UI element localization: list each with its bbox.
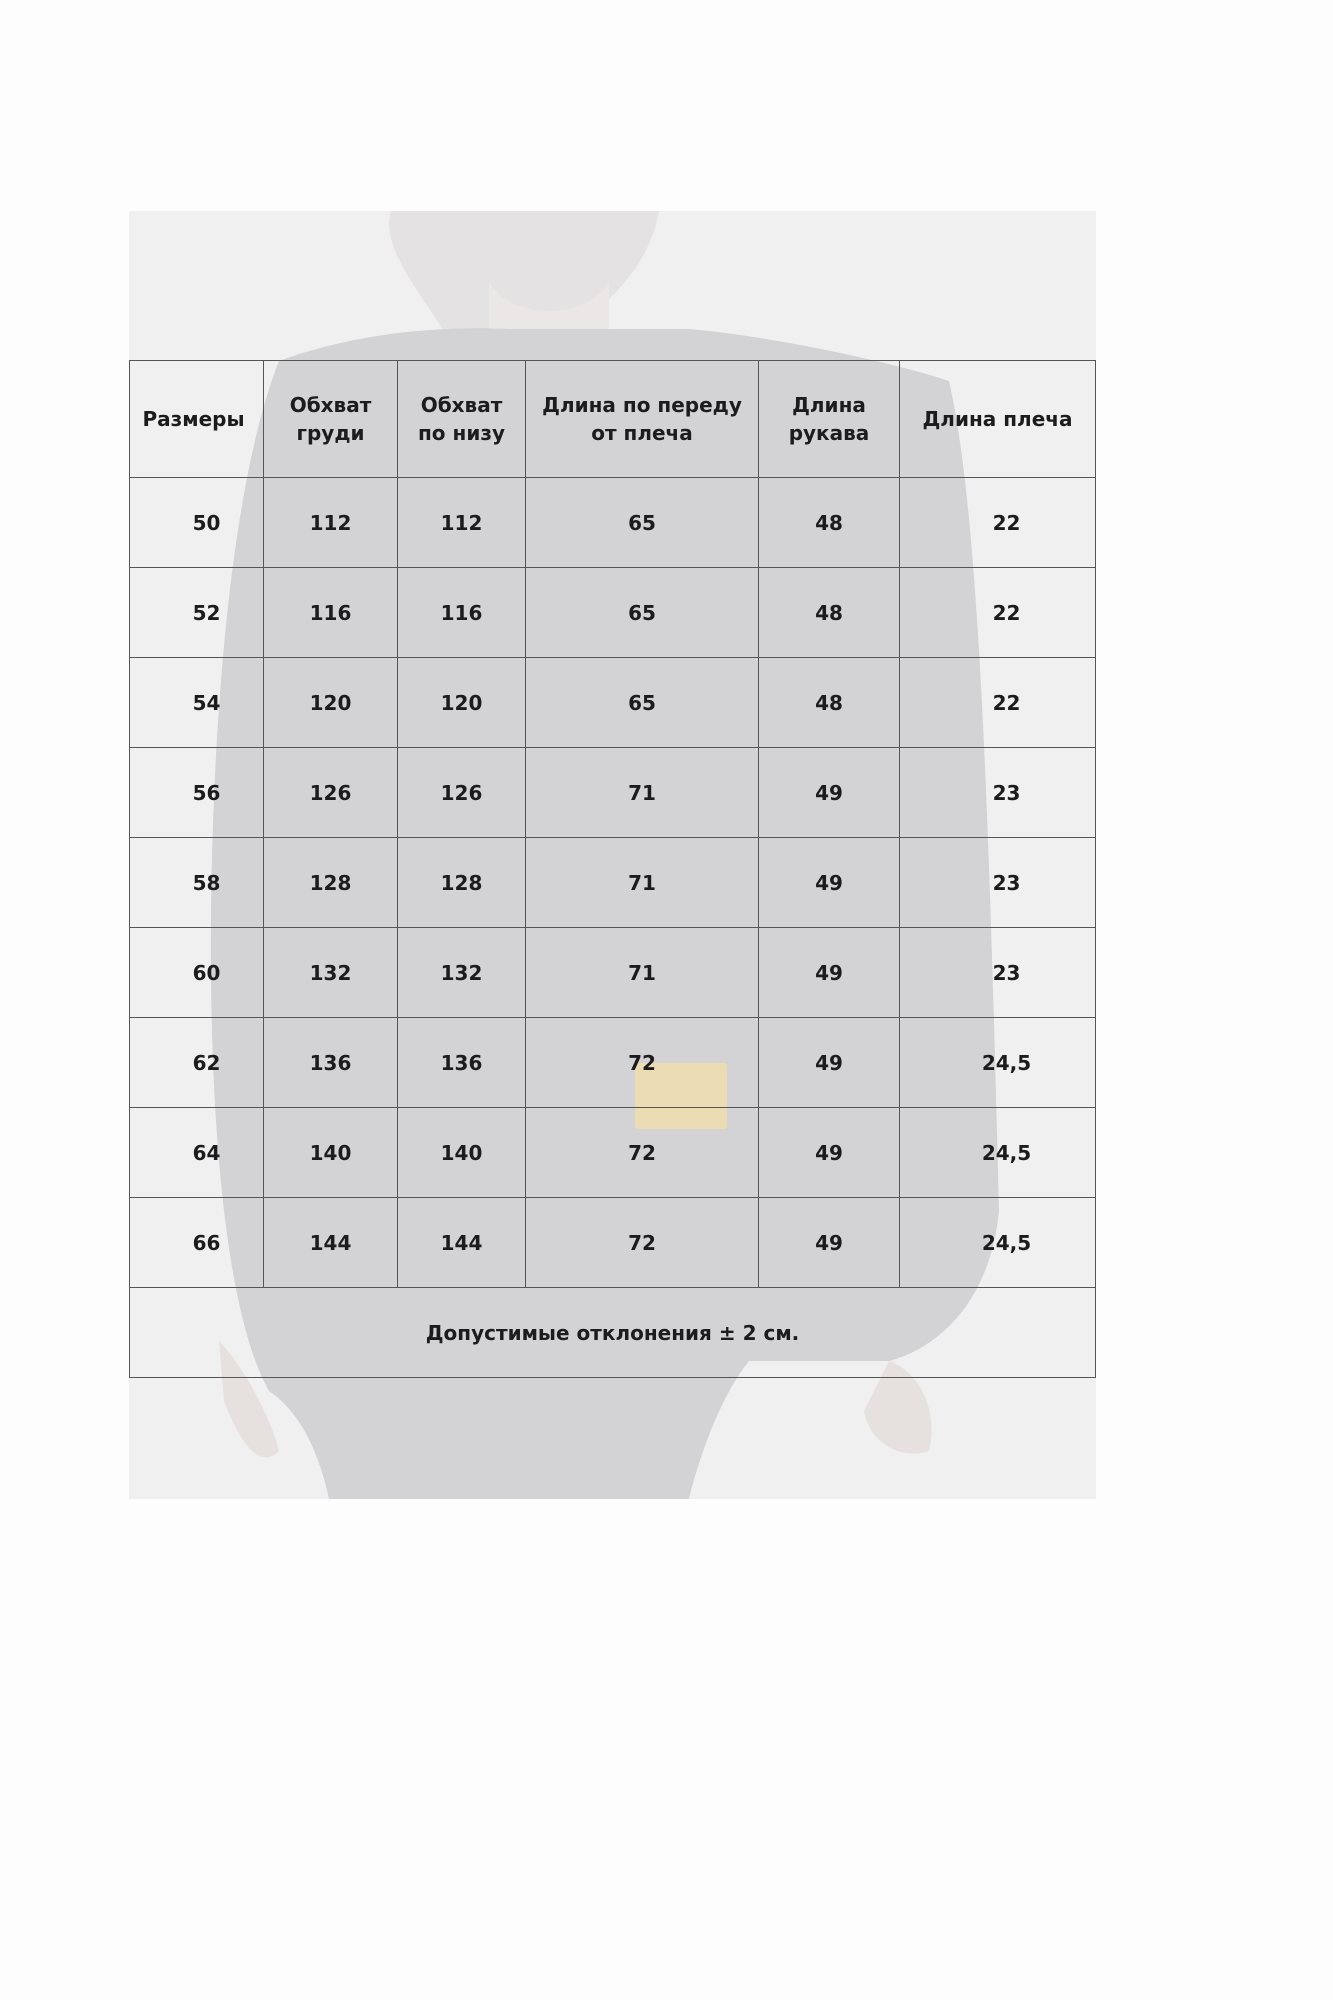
table-cell: 49 — [759, 1018, 900, 1108]
table-cell: 49 — [759, 838, 900, 928]
table-cell: 50 — [130, 478, 264, 568]
table-cell: 136 — [398, 1018, 526, 1108]
table-cell: 120 — [264, 658, 398, 748]
table-cell: 126 — [398, 748, 526, 838]
table-row — [130, 568, 1096, 658]
table-cell: 120 — [398, 658, 526, 748]
table-row — [130, 478, 1096, 568]
table-cell: 24,5 — [900, 1108, 1096, 1198]
table-cell: 72 — [526, 1018, 759, 1108]
table-cell: 71 — [526, 928, 759, 1018]
table-cell: 48 — [759, 658, 900, 748]
table-cell: 126 — [264, 748, 398, 838]
table-cell: 132 — [264, 928, 398, 1018]
table-cell: 140 — [264, 1108, 398, 1198]
table-cell: 144 — [264, 1198, 398, 1288]
table-row — [130, 748, 1096, 838]
table-row — [130, 1198, 1096, 1288]
header-bust-girth: Обхват груди — [264, 361, 398, 478]
table-cell: 22 — [900, 568, 1096, 658]
table-row — [130, 1108, 1096, 1198]
table-cell: 48 — [759, 568, 900, 658]
table-cell: 52 — [130, 568, 264, 658]
table-cell: 128 — [398, 838, 526, 928]
header-hem-girth: Обхват по низу — [398, 361, 526, 478]
table-cell: 112 — [264, 478, 398, 568]
table-cell: 23 — [900, 928, 1096, 1018]
table-cell: 58 — [130, 838, 264, 928]
header-sleeve-length: Длина рукава — [759, 361, 900, 478]
table-cell: 24,5 — [900, 1018, 1096, 1108]
table-cell: 49 — [759, 928, 900, 1018]
table-cell: 22 — [900, 658, 1096, 748]
table-row — [130, 658, 1096, 748]
table-cell: 140 — [398, 1108, 526, 1198]
table-cell: 49 — [759, 748, 900, 838]
table-cell: 65 — [526, 568, 759, 658]
table-cell: 71 — [526, 748, 759, 838]
table-cell: 65 — [526, 478, 759, 568]
table-cell: 66 — [130, 1198, 264, 1288]
tolerance-note: Допустимые отклонения ± 2 см. — [130, 1288, 1096, 1378]
table-footnote-row — [130, 1288, 1096, 1378]
header-sizes: Размеры — [130, 361, 264, 478]
table-cell: 49 — [759, 1198, 900, 1288]
table-cell: 144 — [398, 1198, 526, 1288]
table-cell: 60 — [130, 928, 264, 1018]
table-cell: 128 — [264, 838, 398, 928]
table-cell: 136 — [264, 1018, 398, 1108]
table-cell: 56 — [130, 748, 264, 838]
table-cell: 54 — [130, 658, 264, 748]
header-shoulder-length: Длина плеча — [900, 361, 1096, 478]
table-cell: 65 — [526, 658, 759, 748]
table-cell: 116 — [398, 568, 526, 658]
table-cell: 116 — [264, 568, 398, 658]
table-cell: 23 — [900, 838, 1096, 928]
table-row — [130, 838, 1096, 928]
table-cell: 72 — [526, 1198, 759, 1288]
table-cell: 22 — [900, 478, 1096, 568]
header-front-length: Длина по переду от плеча — [526, 361, 759, 478]
table-cell: 62 — [130, 1018, 264, 1108]
table-cell: 72 — [526, 1108, 759, 1198]
table-cell: 112 — [398, 478, 526, 568]
table-cell: 49 — [759, 1108, 900, 1198]
size-chart-table — [129, 360, 1096, 1378]
table-row — [130, 1018, 1096, 1108]
table-cell: 132 — [398, 928, 526, 1018]
table-row — [130, 928, 1096, 1018]
table-cell: 23 — [900, 748, 1096, 838]
table-cell: 64 — [130, 1108, 264, 1198]
table-cell: 24,5 — [900, 1198, 1096, 1288]
table-cell: 48 — [759, 478, 900, 568]
table-cell: 71 — [526, 838, 759, 928]
table-header-row — [130, 361, 1096, 478]
